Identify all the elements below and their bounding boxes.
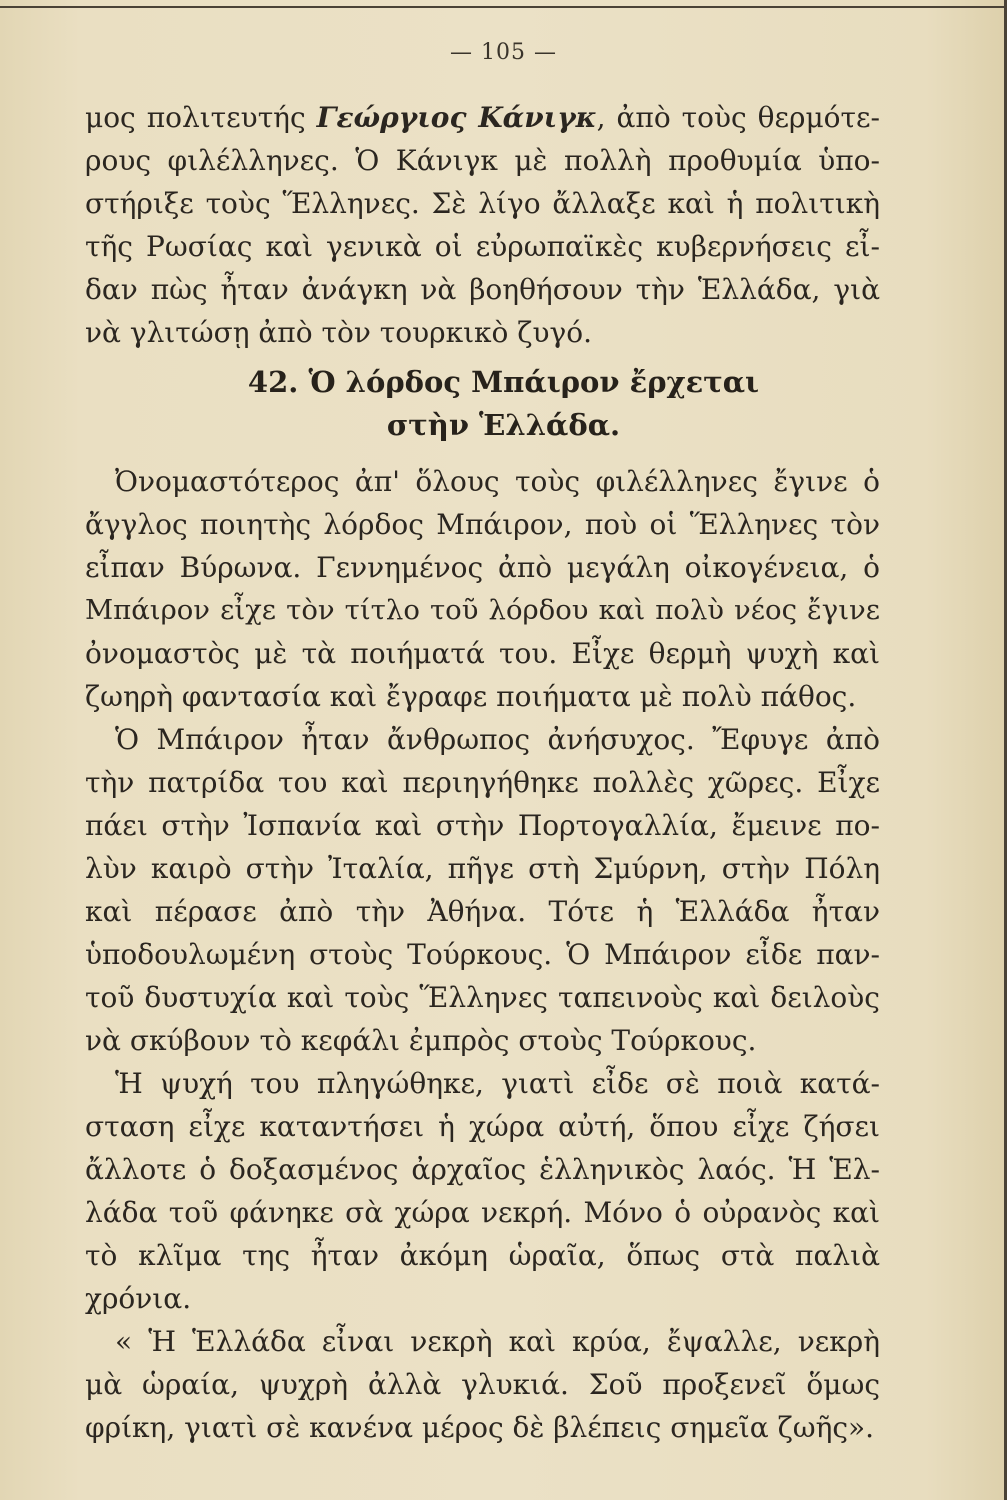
text-line: τῆς Ρωσίας καὶ γενικὰ οἱ εὐρωπαϊκὲς κυβερνήσεις εἶ- [85,230,880,263]
text-line: τὸ κλῖμα της ἦταν ἀκόμη ὡραῖα, ὅπως στὰ παλιὰ [85,1239,880,1272]
page-number: — 105 — [450,40,557,65]
section-heading: 42. Ὁ λόρδος Μπάιρον ἔρχεται [247,365,760,399]
paragraph-intro [85,96,880,354]
text-line: ἄλλοτε ὁ δοξασμένος ἀρχαῖος ἑλληνικὸς λαός. Ἡ Ἑλ- [85,1153,880,1186]
text-line: ὀνομαστὸς μὲ τὰ ποιήματά του. Εἶχε θερμὴ ψυχὴ καὶ [85,637,880,670]
text-line: Ὁ Μπάιρον ἦταν ἄνθρωπος ἀνήσυχος. Ἔφυγε ἀπὸ [115,723,880,756]
text-line: πάει στὴν Ἰσπανία καὶ στὴν Πορτογαλλία, ἔμεινε πο- [85,809,880,842]
text-line: Ἡ ψυχή του πληγώθηκε, γιατὶ εἶδε σὲ ποιὰ κατά- [115,1067,880,1100]
text-line: Μπάιρον εἶχε τὸν τίτλο τοῦ λόρδου καὶ πολὺ νέος ἔγινε [85,594,880,626]
text-line: νὰ σκύβουν τὸ κεφάλι ἐμπρὸς στοὺς Τούρκους. [85,1024,757,1057]
text-line: ἄγγλος ποιητὴς λόρδος Μπάιρον, ποὺ οἱ Ἕλληνες τὸν [85,508,880,541]
text-line: λάδα τοῦ φάνηκε σὰ χώρα νεκρή. Μόνο ὁ οὐρανὸς καὶ [85,1196,880,1229]
top-border-line [0,6,1007,8]
text-line: « Ἡ Ἑλλάδα εἶναι νεκρὴ καὶ κρύα, ἔψαλλε, νεκρὴ [115,1325,880,1358]
text-segment: , ἀπὸ τοὺς θερμότε- [596,101,880,134]
text-line: τοῦ δυστυχία καὶ τοὺς Ἕλληνες ταπεινοὺς καὶ δειλοὺς [85,981,880,1014]
text-line: μὰ ὡραία, ψυχρὴ ἀλλὰ γλυκιά. Σοῦ προξενεῖ ὅμως [85,1368,880,1401]
text-line: δαν πὼς ἦταν ἀνάγκη νὰ βοηθήσουν τὴν Ἑλλάδα, γιὰ [85,273,880,306]
section-body [85,460,880,1449]
text-segment: μος πολιτευτής [85,101,317,134]
text-line: ζωηρὴ φαντασία καὶ ἔγραφε ποιήματα μὲ πολὺ πάθος. [85,680,857,713]
text-line: Ὀνομαστότερος ἀπ' ὅλους τοὺς φιλέλληνες ἔγινε ὁ [115,465,880,498]
text-line [85,96,880,139]
text-line: ρους φιλέλληνες. Ὁ Κάνιγκ μὲ πολλὴ προθυμία ὑπο- [85,144,880,177]
text-line: σταση εἶχε καταντήσει ἡ χώρα αὐτή, ὅπου εἶχε ζήσει [85,1110,880,1143]
section-heading-continued: στὴν Ἑλλάδα. [386,408,621,442]
text-line: καὶ πέρασε ἀπὸ τὴν Ἀθήνα. Τότε ἡ Ἑλλάδα ἦταν [85,895,880,928]
text-line: τὴν πατρίδα του καὶ περιηγήθηκε πολλὲς χῶρες. Εἶχε [85,766,880,799]
text-line: λὺν καιρὸ στὴν Ἰταλία, πῆγε στὴ Σμύρνη, στὴν Πόλη [85,852,880,885]
text-line: φρίκη, γιατὶ σὲ κανένα μέρος δὲ βλέπεις σημεῖα ζωῆς». [85,1411,875,1444]
text-line: εἶπαν Βύρωνα. Γεννημένος ἀπὸ μεγάλη οἰκογένεια, ὁ [85,551,880,584]
text-line: στήριξε τοὺς Ἕλληνες. Σὲ λίγο ἄλλαξε καὶ ἡ πολιτικὴ [85,187,880,220]
person-name: Γεώργιος Κάνιγκ [316,101,597,134]
text-line: ὑποδουλωμένη στοὺς Τούρκους. Ὁ Μπάιρον εἶδε παν- [85,938,880,971]
text-line: νὰ γλιτώσῃ ἀπὸ τὸν τουρκικὸ ζυγό. [85,316,592,349]
text-line: χρόνια. [85,1282,192,1315]
